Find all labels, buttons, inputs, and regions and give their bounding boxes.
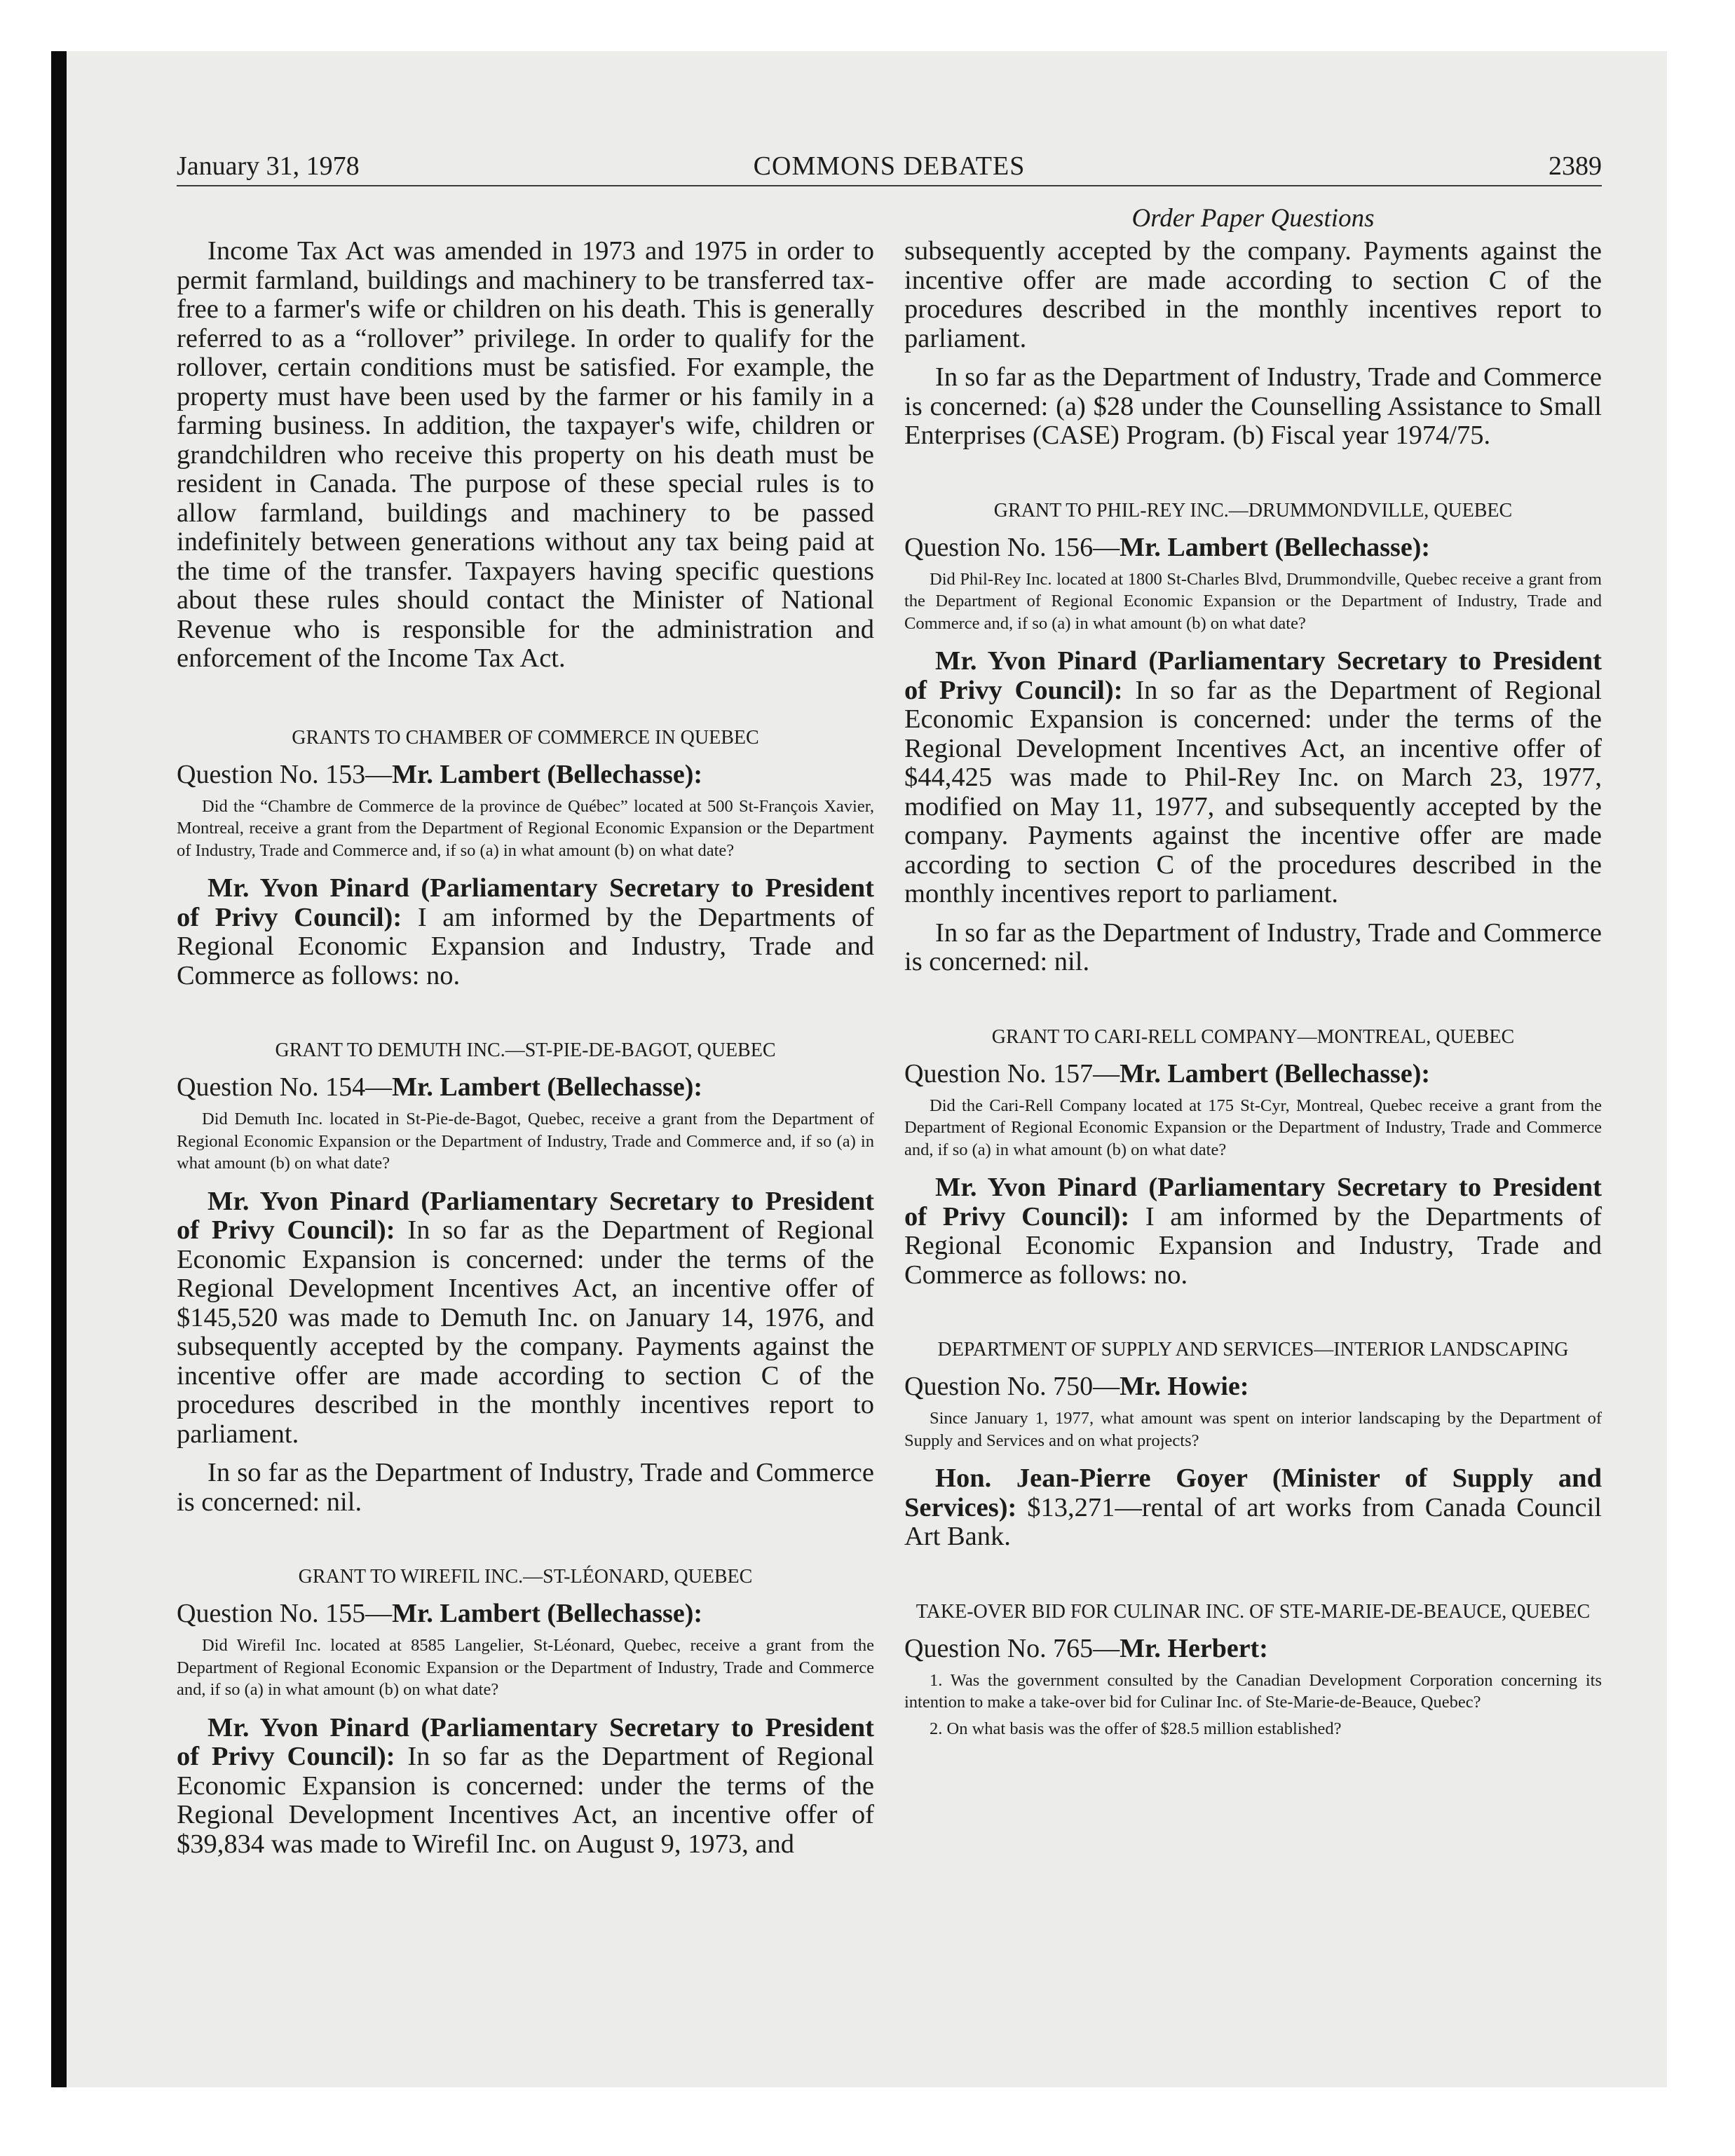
question-text: Did Demuth Inc. located in St-Pie-de-Bagot, Quebec, receive a grant from the Department of Regional Economic Expansion or the Department of Industry, Trade and Commerce and, if so (a) in what amount (b) on what date?	[177, 1110, 874, 1173]
question-text: Since January 1, 1977, what amount was spent on interior landscaping by the Department of Supply and Services and on what projects?	[904, 1409, 1602, 1450]
question-line	[904, 532, 1602, 563]
question-157	[904, 1025, 1602, 1290]
question-heading: GRANTS TO CHAMBER OF COMMERCE IN QUEBEC	[292, 726, 759, 749]
question-asker: Mr. Howie:	[1120, 1372, 1249, 1401]
question-156	[904, 498, 1602, 977]
question-number: Question No. 157—	[904, 1058, 1120, 1089]
question-heading: GRANT TO DEMUTH INC.—ST-PIE-DE-BAGOT, QUEBEC	[275, 1039, 776, 1061]
answer-paragraph	[904, 1173, 1602, 1290]
question-text: Did the “Chambre de Commerce de la province de Québec” located at 500 St-François Xavier, Montreal, receive a grant from the Department of Regional Economic Expansion or the Department of Industry, Trade and Commerce and, if so (a) in what amount (b) on what date?	[177, 796, 874, 860]
question-number: Question No. 765—	[904, 1633, 1120, 1663]
question-asker: Mr. Herbert:	[1120, 1633, 1268, 1663]
question-line	[177, 1598, 874, 1629]
question-line	[904, 1633, 1602, 1664]
question-155	[177, 1564, 874, 1859]
answer-paragraph	[177, 1187, 874, 1449]
scan-edge	[51, 51, 67, 2087]
question-heading: GRANT TO WIREFIL INC.—ST-LÉONARD, QUEBEC	[298, 1566, 753, 1588]
question-153	[177, 725, 874, 991]
question-heading: TAKE-OVER BID FOR CULINAR INC. OF STE-MARIE-DE-BEAUCE, QUEBEC	[916, 1600, 1591, 1623]
intro-paragraph: Income Tax Act was amended in 1973 and 1975 in order to permit farmland, buildings and machinery to be transferred tax-free to a farmer's wife or children on his death. This is generally referred to as a “rollover” privilege. In order to qualify for the rollover, certain conditions must be satisfied. For example, the property must have been used by the farmer or his family in a farming business. In addition, the taxpayer's wife, children or grandchildren who receive this property on his death must be resident in Canada. The purpose of these special rules is to allow farmland, buildings and machinery to be passed indefinitely between generations without any tax being paid at the time of the transfer. Taxpayers having specific questions about these rules should contact the Minister of National Revenue who is responsible for the administration and enforcement of the Income Tax Act.	[177, 236, 874, 673]
right-column	[904, 237, 1602, 1752]
answer-text: In so far as the Department of Regional Economic Expansion is concerned: under the terms of the Regional Development Incentives Act, an incentive offer of $39,834 was made to Wirefil Inc. on August 9, 1973, and	[177, 1742, 875, 1859]
question-asker: Mr. Lambert (Bellechasse):	[392, 1599, 703, 1628]
question-text: Did Wirefil Inc. located at 8585 Langelier, St-Léonard, Quebec, receive a grant from the Department of Regional Economic Expansion or the Department of Industry, Trade and Commerce and, if so (a) in what amount (b) on what date?	[177, 1636, 874, 1699]
question-number: Question No. 750—	[904, 1372, 1120, 1401]
continuation-paragraph: subsequently accepted by the company. Payments against the incentive offer are made according to section C of the procedures described in the monthly incentives report to parliament.	[904, 236, 1602, 353]
answer-speaker: Mr. Yvon Pinard (Parliamentary Secretary to President of Privy Council):	[177, 873, 874, 932]
question-text-2: 2. On what basis was the offer of $28.5 million established?	[930, 1719, 1342, 1738]
question-number: Question No. 154—	[177, 1072, 393, 1102]
question-heading: DEPARTMENT OF SUPPLY AND SERVICES—INTERIOR LANDSCAPING	[937, 1339, 1569, 1360]
question-asker: Mr. Lambert (Bellechasse):	[1120, 532, 1431, 562]
answer-paragraph	[177, 1714, 874, 1860]
question-line	[904, 1058, 1602, 1089]
question-asker: Mr. Lambert (Bellechasse):	[392, 1072, 703, 1102]
question-line	[177, 1072, 874, 1103]
question-750	[904, 1337, 1602, 1552]
answer-paragraph-2: In so far as the Department of Industry, Trade and Commerce is concerned: nil.	[904, 917, 1602, 976]
question-154	[177, 1038, 874, 1517]
question-heading: GRANT TO CARI-RELL COMPANY—MONTREAL, QUEBEC	[991, 1025, 1515, 1048]
question-number: Question No. 153—	[177, 759, 393, 789]
answer-text: In so far as the Department of Regional Economic Expansion is concerned: under the terms of the Regional Development Incentives Act, an incentive offer of $145,520 was made to Demuth Inc. on January 14, 1976, and subsequently accepted by the company. Payments against the incentive offer are made according to section C of the procedures described in the monthly incentives report to parliament.	[177, 1215, 875, 1449]
question-text-1: 1. Was the government consulted by the Canadian Development Corporation concerning its intention to make a take-over bid for Culinar Inc. of Ste-Marie-de-Beauce, Quebec?	[904, 1670, 1602, 1712]
answer-text: In so far as the Department of Regional Economic Expansion is concerned: under the terms of the Regional Development Incentives Act, an incentive offer of $44,425 was made to Phil-Rey Inc. on March 23, 1977, modified on May 11, 1977, and subsequently accepted by the company. Payments against the incentive offer are made according to section C of the procedures described in the monthly incentives report to parliament.	[904, 675, 1603, 908]
question-asker: Mr. Lambert (Bellechasse):	[1120, 1058, 1431, 1089]
page-header	[177, 147, 1602, 186]
question-line	[904, 1371, 1602, 1402]
answer-paragraph	[904, 647, 1602, 909]
question-765	[904, 1599, 1602, 1740]
header-page-number: 2389	[1549, 151, 1602, 181]
answer-speaker: Mr. Yvon Pinard (Parliamentary Secretary to President of Privy Council):	[904, 1173, 1602, 1231]
question-number: Question No. 155—	[177, 1599, 393, 1628]
continuation-paragraph-2: In so far as the Department of Industry, Trade and Commerce is concerned: (a) $28 under the Counselling Assistance to Small Enterprises (CASE) Program. (b) Fiscal year 1974/75.	[904, 362, 1602, 450]
answer-text: $13,271—rental of art works from Canada Council Art Bank.	[904, 1492, 1602, 1551]
question-heading: GRANT TO PHIL-REY INC.—DRUMMONDVILLE, QUEBEC	[993, 499, 1513, 521]
answer-speaker: Mr. Yvon Pinard (Parliamentary Secretary to President of Privy Council):	[177, 1186, 874, 1245]
question-number: Question No. 156—	[904, 532, 1120, 562]
answer-speaker: Hon. Jean-Pierre Goyer (Minister of Supply and Services):	[904, 1464, 1602, 1522]
answer-paragraph	[904, 1464, 1602, 1552]
header-date: January 31, 1978	[177, 151, 360, 181]
question-asker: Mr. Lambert (Bellechasse):	[392, 759, 703, 789]
answer-paragraph	[177, 874, 874, 990]
question-text: Did the Cari-Rell Company located at 175 St-Cyr, Montreal, Quebec receive a grant from the Department of Regional Economic Expansion or the Department of Industry, Trade and Commerce and, if so (a) in what amount (b) on what date?	[904, 1096, 1602, 1159]
header-title: COMMONS DEBATES	[753, 151, 1026, 181]
answer-text: I am informed by the Departments of Regional Economic Expansion and Industry, Trade and Commerce as follows: no.	[177, 902, 874, 990]
answer-speaker: Mr. Yvon Pinard (Parliamentary Secretary to President of Privy Council):	[904, 646, 1602, 705]
running-head: Order Paper Questions	[1131, 204, 1375, 233]
question-line	[177, 759, 874, 790]
answer-speaker: Mr. Yvon Pinard (Parliamentary Secretary to President of Privy Council):	[177, 1712, 874, 1771]
question-text: Did Phil-Rey Inc. located at 1800 St-Charles Blvd, Drummondville, Quebec receive a grant from the Department of Regional Economic Expansion or the Department of Industry, Trade and Commerce and, if so (a) in what amount (b) on what date?	[904, 569, 1602, 633]
answer-text: I am informed by the Departments of Regional Economic Expansion and Industry, Trade and Commerce as follows: no.	[904, 1201, 1602, 1290]
left-column	[177, 237, 874, 1859]
answer-paragraph-2: In so far as the Department of Industry, Trade and Commerce is concerned: nil.	[177, 1458, 874, 1517]
